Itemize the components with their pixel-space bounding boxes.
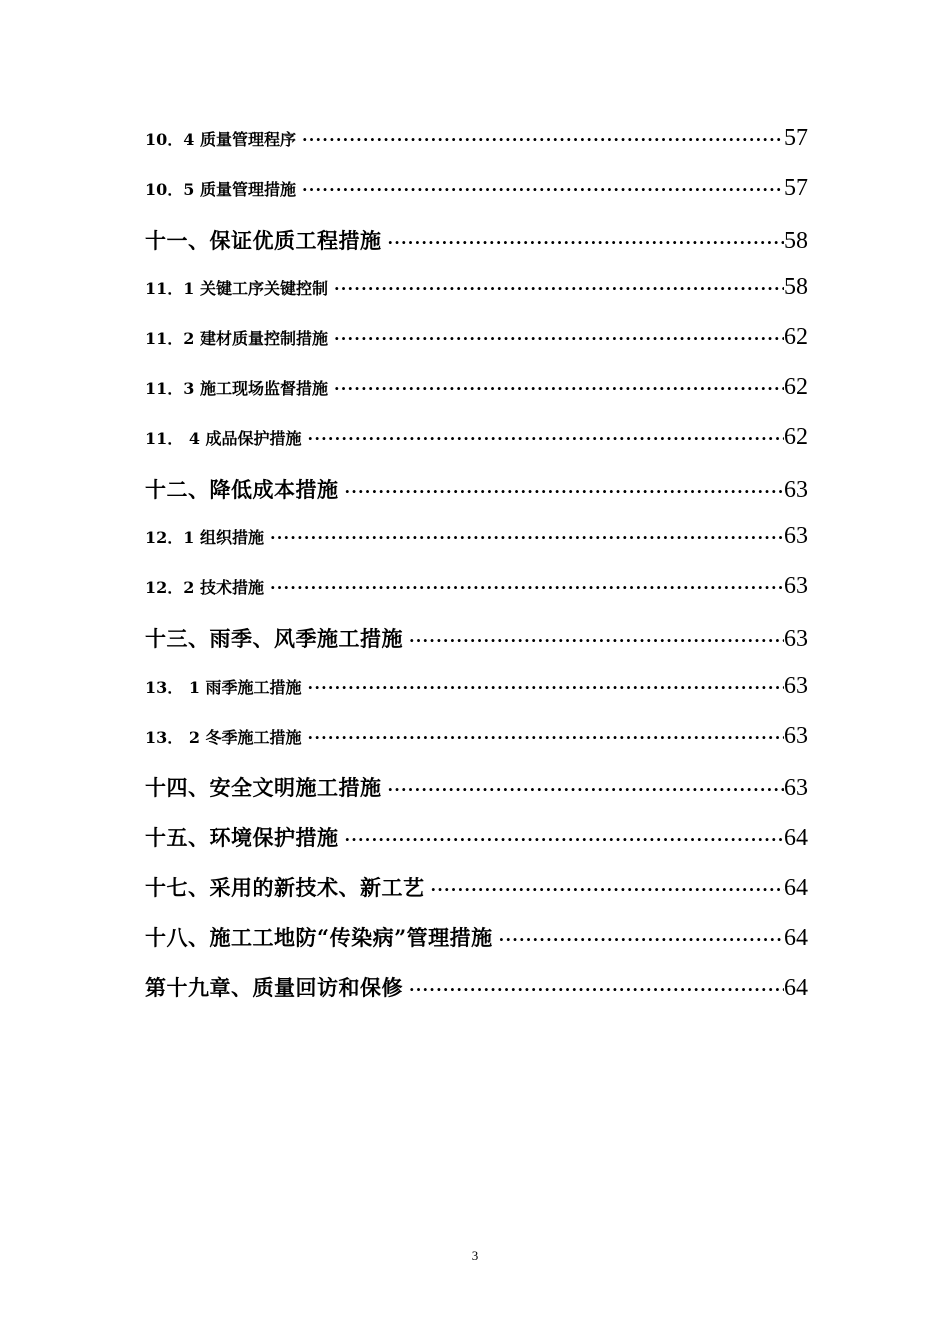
toc-entry-title: 十八、施工工地防“传染病”管理措施 — [145, 924, 493, 950]
toc-entry-page: 63 — [784, 573, 808, 600]
toc-entry-title: 13． 1 雨季施工措施 — [145, 677, 302, 697]
toc-entry-title: 11．3 施工现场监督措施 — [145, 378, 328, 398]
toc-entry-page: 58 — [784, 274, 808, 301]
toc-entry-page: 64 — [784, 874, 808, 901]
toc-entry[interactable] — [145, 772, 808, 822]
toc-dot-leader — [302, 678, 784, 697]
toc-entry[interactable] — [145, 274, 808, 324]
toc-entry[interactable] — [145, 872, 808, 922]
toc-entry-title: 11． 4 成品保护措施 — [145, 428, 302, 448]
toc-entry-page: 62 — [784, 324, 808, 351]
toc-entry[interactable] — [145, 573, 808, 623]
toc-entry-title: 十七、采用的新技术、新工艺 — [145, 874, 425, 900]
toc-entry[interactable] — [145, 374, 808, 424]
toc-entry-title: 10．5 质量管理措施 — [145, 179, 296, 199]
toc-dot-leader — [493, 930, 784, 949]
toc-entry[interactable] — [145, 723, 808, 773]
toc-entry[interactable] — [145, 822, 808, 872]
toc-dot-leader — [382, 233, 785, 252]
toc-dot-leader — [296, 130, 784, 149]
toc-entry[interactable] — [145, 922, 808, 972]
toc-entry-page: 62 — [784, 423, 808, 450]
toc-entry[interactable] — [145, 523, 808, 573]
toc-dot-leader — [339, 830, 785, 849]
toc-entry-title: 13． 2 冬季施工措施 — [145, 727, 302, 747]
toc-entry-page: 63 — [784, 672, 808, 699]
toc-entry-page: 64 — [784, 924, 808, 951]
toc-entry[interactable] — [145, 972, 808, 1022]
toc-entry-page: 62 — [784, 373, 808, 400]
toc-entry[interactable] — [145, 175, 808, 225]
table-of-contents — [145, 125, 808, 1021]
toc-entry-page: 63 — [784, 625, 808, 652]
toc-entry-page: 57 — [784, 125, 808, 151]
toc-dot-leader — [425, 880, 785, 899]
toc-dot-leader — [339, 482, 785, 501]
toc-dot-leader — [382, 780, 785, 799]
toc-entry[interactable] — [145, 474, 808, 524]
toc-entry[interactable] — [145, 623, 808, 673]
toc-entry-title: 十一、保证优质工程措施 — [145, 227, 382, 253]
toc-dot-leader — [296, 180, 784, 199]
toc-entry[interactable] — [145, 673, 808, 723]
toc-entry-title: 第十九章、质量回访和保修 — [145, 974, 403, 1000]
toc-dot-leader — [264, 578, 784, 597]
toc-dot-leader — [302, 429, 784, 448]
toc-entry[interactable] — [145, 125, 808, 175]
toc-entry[interactable] — [145, 324, 808, 374]
toc-entry-title: 十五、环境保护措施 — [145, 825, 339, 851]
toc-entry-page: 57 — [784, 174, 808, 201]
toc-dot-leader — [328, 279, 784, 298]
toc-entry-title: 12．2 技术措施 — [145, 578, 264, 598]
toc-dot-leader — [302, 728, 784, 747]
toc-entry[interactable] — [145, 424, 808, 474]
toc-entry-title: 12．1 组织措施 — [145, 528, 264, 548]
toc-entry-page: 63 — [784, 476, 808, 503]
toc-entry-page: 64 — [784, 825, 808, 852]
toc-entry-page: 58 — [784, 227, 808, 254]
toc-dot-leader — [264, 528, 784, 547]
toc-entry[interactable] — [145, 225, 808, 275]
page-number: 3 — [471, 1248, 479, 1263]
toc-dot-leader — [403, 980, 784, 999]
toc-dot-leader — [328, 329, 784, 348]
toc-dot-leader — [403, 631, 784, 650]
toc-entry-page: 63 — [784, 523, 808, 550]
toc-entry-title: 10．4 质量管理程序 — [145, 130, 296, 149]
toc-entry-page: 63 — [784, 775, 808, 802]
toc-entry-title: 十四、安全文明施工措施 — [145, 775, 382, 801]
toc-dot-leader — [328, 379, 784, 398]
toc-entry-page: 63 — [784, 722, 808, 749]
toc-entry-title: 十二、降低成本措施 — [145, 476, 339, 502]
toc-entry-title: 11．2 建材质量控制措施 — [145, 329, 328, 349]
toc-entry-title: 十三、雨季、风季施工措施 — [145, 625, 403, 651]
toc-entry-title: 11．1 关键工序关键控制 — [145, 279, 328, 299]
toc-entry-page: 64 — [784, 974, 808, 1001]
